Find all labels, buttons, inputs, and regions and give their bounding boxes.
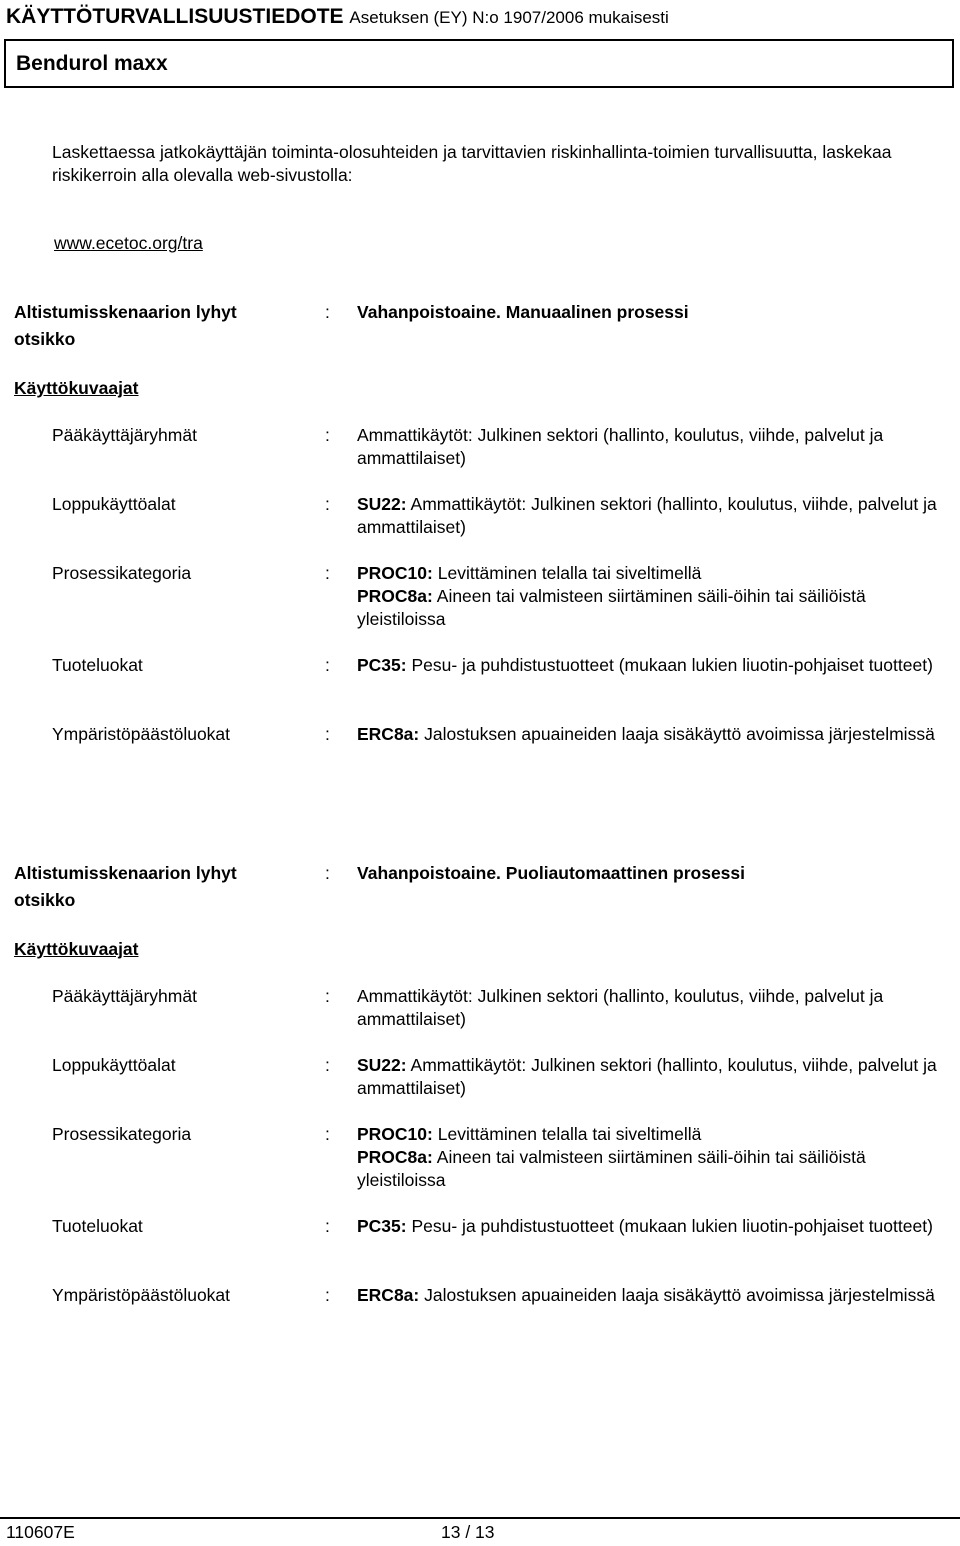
descriptor-colon: :: [325, 986, 330, 1006]
footer-divider: [0, 1517, 960, 1519]
descriptor-text-2: Aineen tai valmisteen siirtäminen säili-öihin tai säiliöistä yleistiloissa: [357, 586, 866, 629]
descriptor-value: [357, 654, 947, 677]
descriptor-label: Loppukäyttöalat: [52, 494, 176, 514]
sds-title: KÄYTTÖTURVALLISUUSTIEDOTE: [6, 5, 344, 28]
descriptor-text: Levittäminen telalla tai siveltimellä: [437, 563, 702, 583]
descriptor-code: PROC10:: [357, 563, 433, 583]
descriptor-colon: :: [325, 655, 330, 675]
descriptor-label: Tuoteluokat: [52, 1216, 143, 1236]
regulation-reference: Asetuksen (EY) N:o 1907/2006 mukaisesti: [349, 8, 669, 27]
use-descriptors-heading: Käyttökuvaajat: [14, 378, 139, 398]
descriptor-text: Jalostuksen apuaineiden laaja sisäkäyttö avoimissa järjestelmissä: [424, 1285, 935, 1305]
descriptor-value: [357, 1054, 947, 1100]
product-name-box: [4, 39, 954, 88]
descriptor-text: Ammattikäytöt: Julkinen sektori (hallinto, koulutus, viihde, palvelut ja ammattilaiset): [357, 494, 937, 537]
scenario-title-label: Altistumisskenaarion lyhyt otsikko: [14, 302, 237, 349]
descriptor-label: Prosessikategoria: [52, 1124, 192, 1144]
descriptor-text: Ammattikäytöt: Julkinen sektori (hallinto, koulutus, viihde, palvelut ja ammattilaiset): [357, 425, 884, 468]
descriptor-colon: :: [325, 724, 330, 744]
descriptor-colon: :: [325, 425, 330, 445]
document-code: 110607E: [6, 1522, 75, 1542]
descriptor-code-2: PROC8a:: [357, 586, 433, 606]
descriptor-code: SU22:: [357, 1055, 407, 1075]
descriptor-colon: :: [325, 1285, 330, 1305]
descriptor-value: [357, 1215, 947, 1238]
descriptor-code: ERC8a:: [357, 1285, 420, 1305]
descriptor-value: [357, 723, 947, 746]
intro-text: Laskettaessa jatkokäyttäjän toiminta-olosuhteiden ja tarvittavien riskinhallinta-toimien turvallisuutta, laskekaa riskikerroin alla olevalla web-sivustolla:: [52, 142, 892, 185]
descriptor-code: PC35:: [357, 1216, 407, 1236]
descriptor-text-2: Aineen tai valmisteen siirtäminen säili-öihin tai säiliöistä yleistiloissa: [357, 1147, 866, 1190]
descriptor-code-2: PROC8a:: [357, 1147, 433, 1167]
descriptor-value: [357, 493, 947, 539]
scenario-title-colon: :: [325, 863, 330, 883]
descriptor-value: [357, 562, 947, 631]
descriptor-value: [357, 1284, 947, 1307]
descriptor-colon: :: [325, 1124, 330, 1144]
scenario-title-label: Altistumisskenaarion lyhyt otsikko: [14, 863, 237, 910]
descriptor-label: Pääkäyttäjäryhmät: [52, 986, 197, 1006]
use-descriptors-heading: Käyttökuvaajat: [14, 939, 139, 959]
page-number: 13 / 13: [441, 1522, 495, 1542]
descriptor-label: Pääkäyttäjäryhmät: [52, 425, 197, 445]
descriptor-code: SU22:: [357, 494, 407, 514]
descriptor-value: [357, 1123, 947, 1192]
descriptor-label: Tuoteluokat: [52, 655, 143, 675]
descriptor-code: ERC8a:: [357, 724, 420, 744]
descriptor-text: Ammattikäytöt: Julkinen sektori (hallinto, koulutus, viihde, palvelut ja ammattilaiset): [357, 1055, 937, 1098]
descriptor-colon: :: [325, 494, 330, 514]
descriptor-label: Loppukäyttöalat: [52, 1055, 176, 1075]
descriptor-label: Ympäristöpäästöluokat: [52, 724, 231, 744]
descriptor-text: Jalostuksen apuaineiden laaja sisäkäyttö avoimissa järjestelmissä: [424, 724, 935, 744]
descriptor-value: [357, 985, 947, 1031]
scenario-title-value: Vahanpoistoaine. Puoliautomaattinen prosessi: [357, 863, 745, 883]
descriptor-text: Levittäminen telalla tai siveltimellä: [437, 1124, 702, 1144]
descriptor-colon: :: [325, 1216, 330, 1236]
descriptor-value: [357, 424, 947, 470]
document-title: [6, 4, 669, 31]
descriptor-label: Prosessikategoria: [52, 563, 192, 583]
descriptor-text: Pesu- ja puhdistustuotteet (mukaan lukien liuotin-pohjaiset tuotteet): [411, 1216, 933, 1236]
descriptor-text: Ammattikäytöt: Julkinen sektori (hallinto, koulutus, viihde, palvelut ja ammattilaiset): [357, 986, 884, 1029]
descriptor-text: Pesu- ja puhdistustuotteet (mukaan lukien liuotin-pohjaiset tuotteet): [411, 655, 933, 675]
descriptor-colon: :: [325, 563, 330, 583]
scenario-title-value: Vahanpoistoaine. Manuaalinen prosessi: [357, 302, 689, 322]
product-name: Bendurol maxx: [16, 52, 168, 75]
ecetoc-link[interactable]: www.ecetoc.org/tra: [54, 233, 203, 253]
descriptor-label: Ympäristöpäästöluokat: [52, 1285, 231, 1305]
scenario-title-colon: :: [325, 302, 330, 322]
descriptor-code: PROC10:: [357, 1124, 433, 1144]
descriptor-code: PC35:: [357, 655, 407, 675]
descriptor-colon: :: [325, 1055, 330, 1075]
